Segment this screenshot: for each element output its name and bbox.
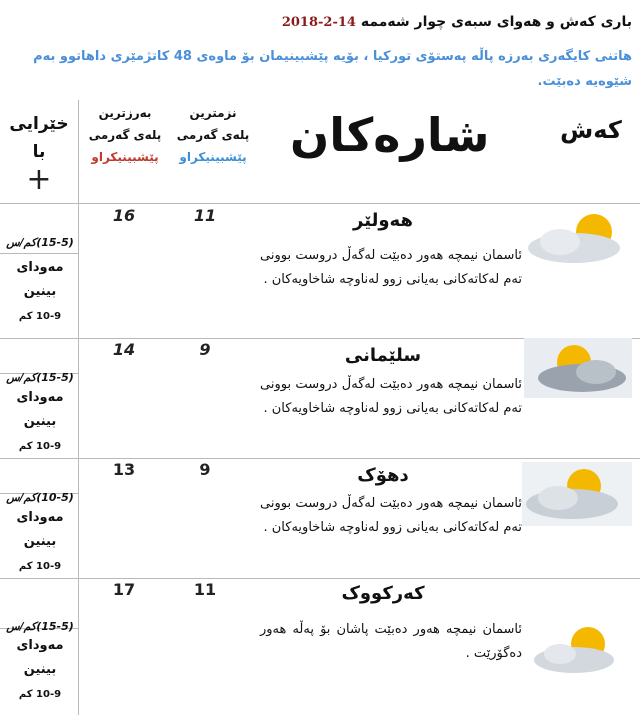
visibility-label-2: بینین bbox=[23, 662, 57, 677]
min-temp-label-1: نزمترین bbox=[189, 106, 237, 120]
forecast-date: 2018-2-14 bbox=[281, 15, 356, 30]
forecast-description: ئاسمان نیمچە هەور دەبێت لەگەڵ دروست بوونی تەم لەکاتەکانی بەیانی زوو لەناوچە شاخاویەکان . bbox=[254, 373, 528, 453]
max-temp-value: 13 bbox=[112, 460, 136, 479]
visibility bbox=[4, 506, 76, 579]
weather-column-header: کەش bbox=[560, 116, 622, 144]
city-name: هەولێر bbox=[353, 210, 413, 231]
visibility-value: 10-9 کم bbox=[18, 689, 62, 700]
visibility-value: 10-9 کم bbox=[18, 311, 62, 322]
forecast-description: ئاسمان نیمچە هەور دەبێت لەگەڵ دروست بوونی تەم لەکاتەکانی بەیانی زوو لەناوچە شاخاویەکان . bbox=[254, 244, 528, 336]
grid-line bbox=[78, 100, 79, 715]
grid-line bbox=[0, 203, 640, 204]
visibility bbox=[4, 634, 76, 707]
wind-label-2: با bbox=[32, 142, 46, 162]
min-temp-label-3: پێشبینیکراو bbox=[179, 150, 247, 164]
max-temp-column-header bbox=[80, 102, 170, 168]
city-name: کەرکووک bbox=[341, 583, 425, 604]
partly-cloudy-icon bbox=[524, 338, 632, 398]
visibility-label-1: مەودای bbox=[16, 510, 64, 525]
city-name: دهۆک bbox=[357, 465, 409, 486]
visibility-label-2: بینین bbox=[23, 534, 57, 549]
max-temp-label-2: پلەی گەرمی bbox=[88, 128, 162, 142]
max-temp-value: 16 bbox=[112, 206, 136, 225]
wind-speed: (10-5)کم/س bbox=[6, 491, 74, 504]
min-temp-value: 11 bbox=[193, 206, 217, 225]
visibility-value: 10-9 کم bbox=[18, 561, 62, 572]
title-text: باری کەش و هەوای سبەی چوار شەممە bbox=[360, 14, 632, 30]
forecast-summary: هاتنی کایگەری بەرزە پاڵە پەستۆی تورکیا ، بۆیە پێشبینیمان بۆ ماوەی 48 کاتژمێری داهاتوو بەم شێوەیە دەبێت. bbox=[33, 49, 632, 89]
max-temp-label-1: بەرزترین bbox=[98, 106, 152, 120]
partly-cloudy-icon bbox=[522, 462, 632, 526]
visibility-label-1: مەودای bbox=[16, 638, 64, 653]
max-temp-value: 14 bbox=[112, 340, 136, 359]
visibility-label-1: مەودای bbox=[16, 260, 64, 275]
visibility bbox=[4, 256, 76, 329]
min-temp-value: 11 bbox=[193, 580, 217, 599]
plus-icon: + bbox=[26, 162, 52, 197]
wind-column-header bbox=[4, 110, 74, 197]
wind-speed: (15-5)کم/س bbox=[6, 371, 74, 384]
visibility-label-1: مەودای bbox=[16, 390, 64, 405]
visibility-value: 10-9 کم bbox=[18, 441, 62, 452]
forecast-description: ئاسمان نیمچە هەور دەبێت پاشان بۆ پەڵە هەور دەگۆرێت . bbox=[254, 618, 528, 676]
partly-cloudy-icon bbox=[524, 208, 632, 270]
visibility-label-2: بینین bbox=[23, 414, 57, 429]
max-temp-value: 17 bbox=[112, 580, 136, 599]
max-temp-label-3: پێشبینیکراو bbox=[91, 150, 159, 164]
grid-line bbox=[0, 253, 78, 254]
grid-line bbox=[0, 578, 640, 579]
visibility-label-2: بینین bbox=[23, 284, 57, 299]
visibility bbox=[4, 386, 76, 459]
min-temp-column-header bbox=[168, 102, 258, 168]
wind-speed: (15-5)کم/س bbox=[6, 620, 74, 633]
grid-line bbox=[0, 458, 640, 459]
city-name: سلێمانی bbox=[344, 345, 422, 366]
page-title bbox=[8, 14, 632, 30]
min-temp-value: 9 bbox=[199, 340, 211, 359]
wind-label-1: خێرایی bbox=[9, 114, 69, 134]
min-temp-label-2: پلەی گەرمی bbox=[176, 128, 250, 142]
partly-cloudy-icon bbox=[530, 624, 630, 676]
min-temp-value: 9 bbox=[199, 460, 211, 479]
wind-speed: (15-5)کم/س bbox=[6, 236, 74, 249]
cities-column-header: شارەکان bbox=[290, 108, 490, 162]
forecast-description: ئاسمان نیمچە هەور دەبێت لەگەڵ دروست بوونی تەم لەکاتەکانی بەیانی زوو لەناوچە شاخاویەکان . bbox=[254, 492, 528, 572]
